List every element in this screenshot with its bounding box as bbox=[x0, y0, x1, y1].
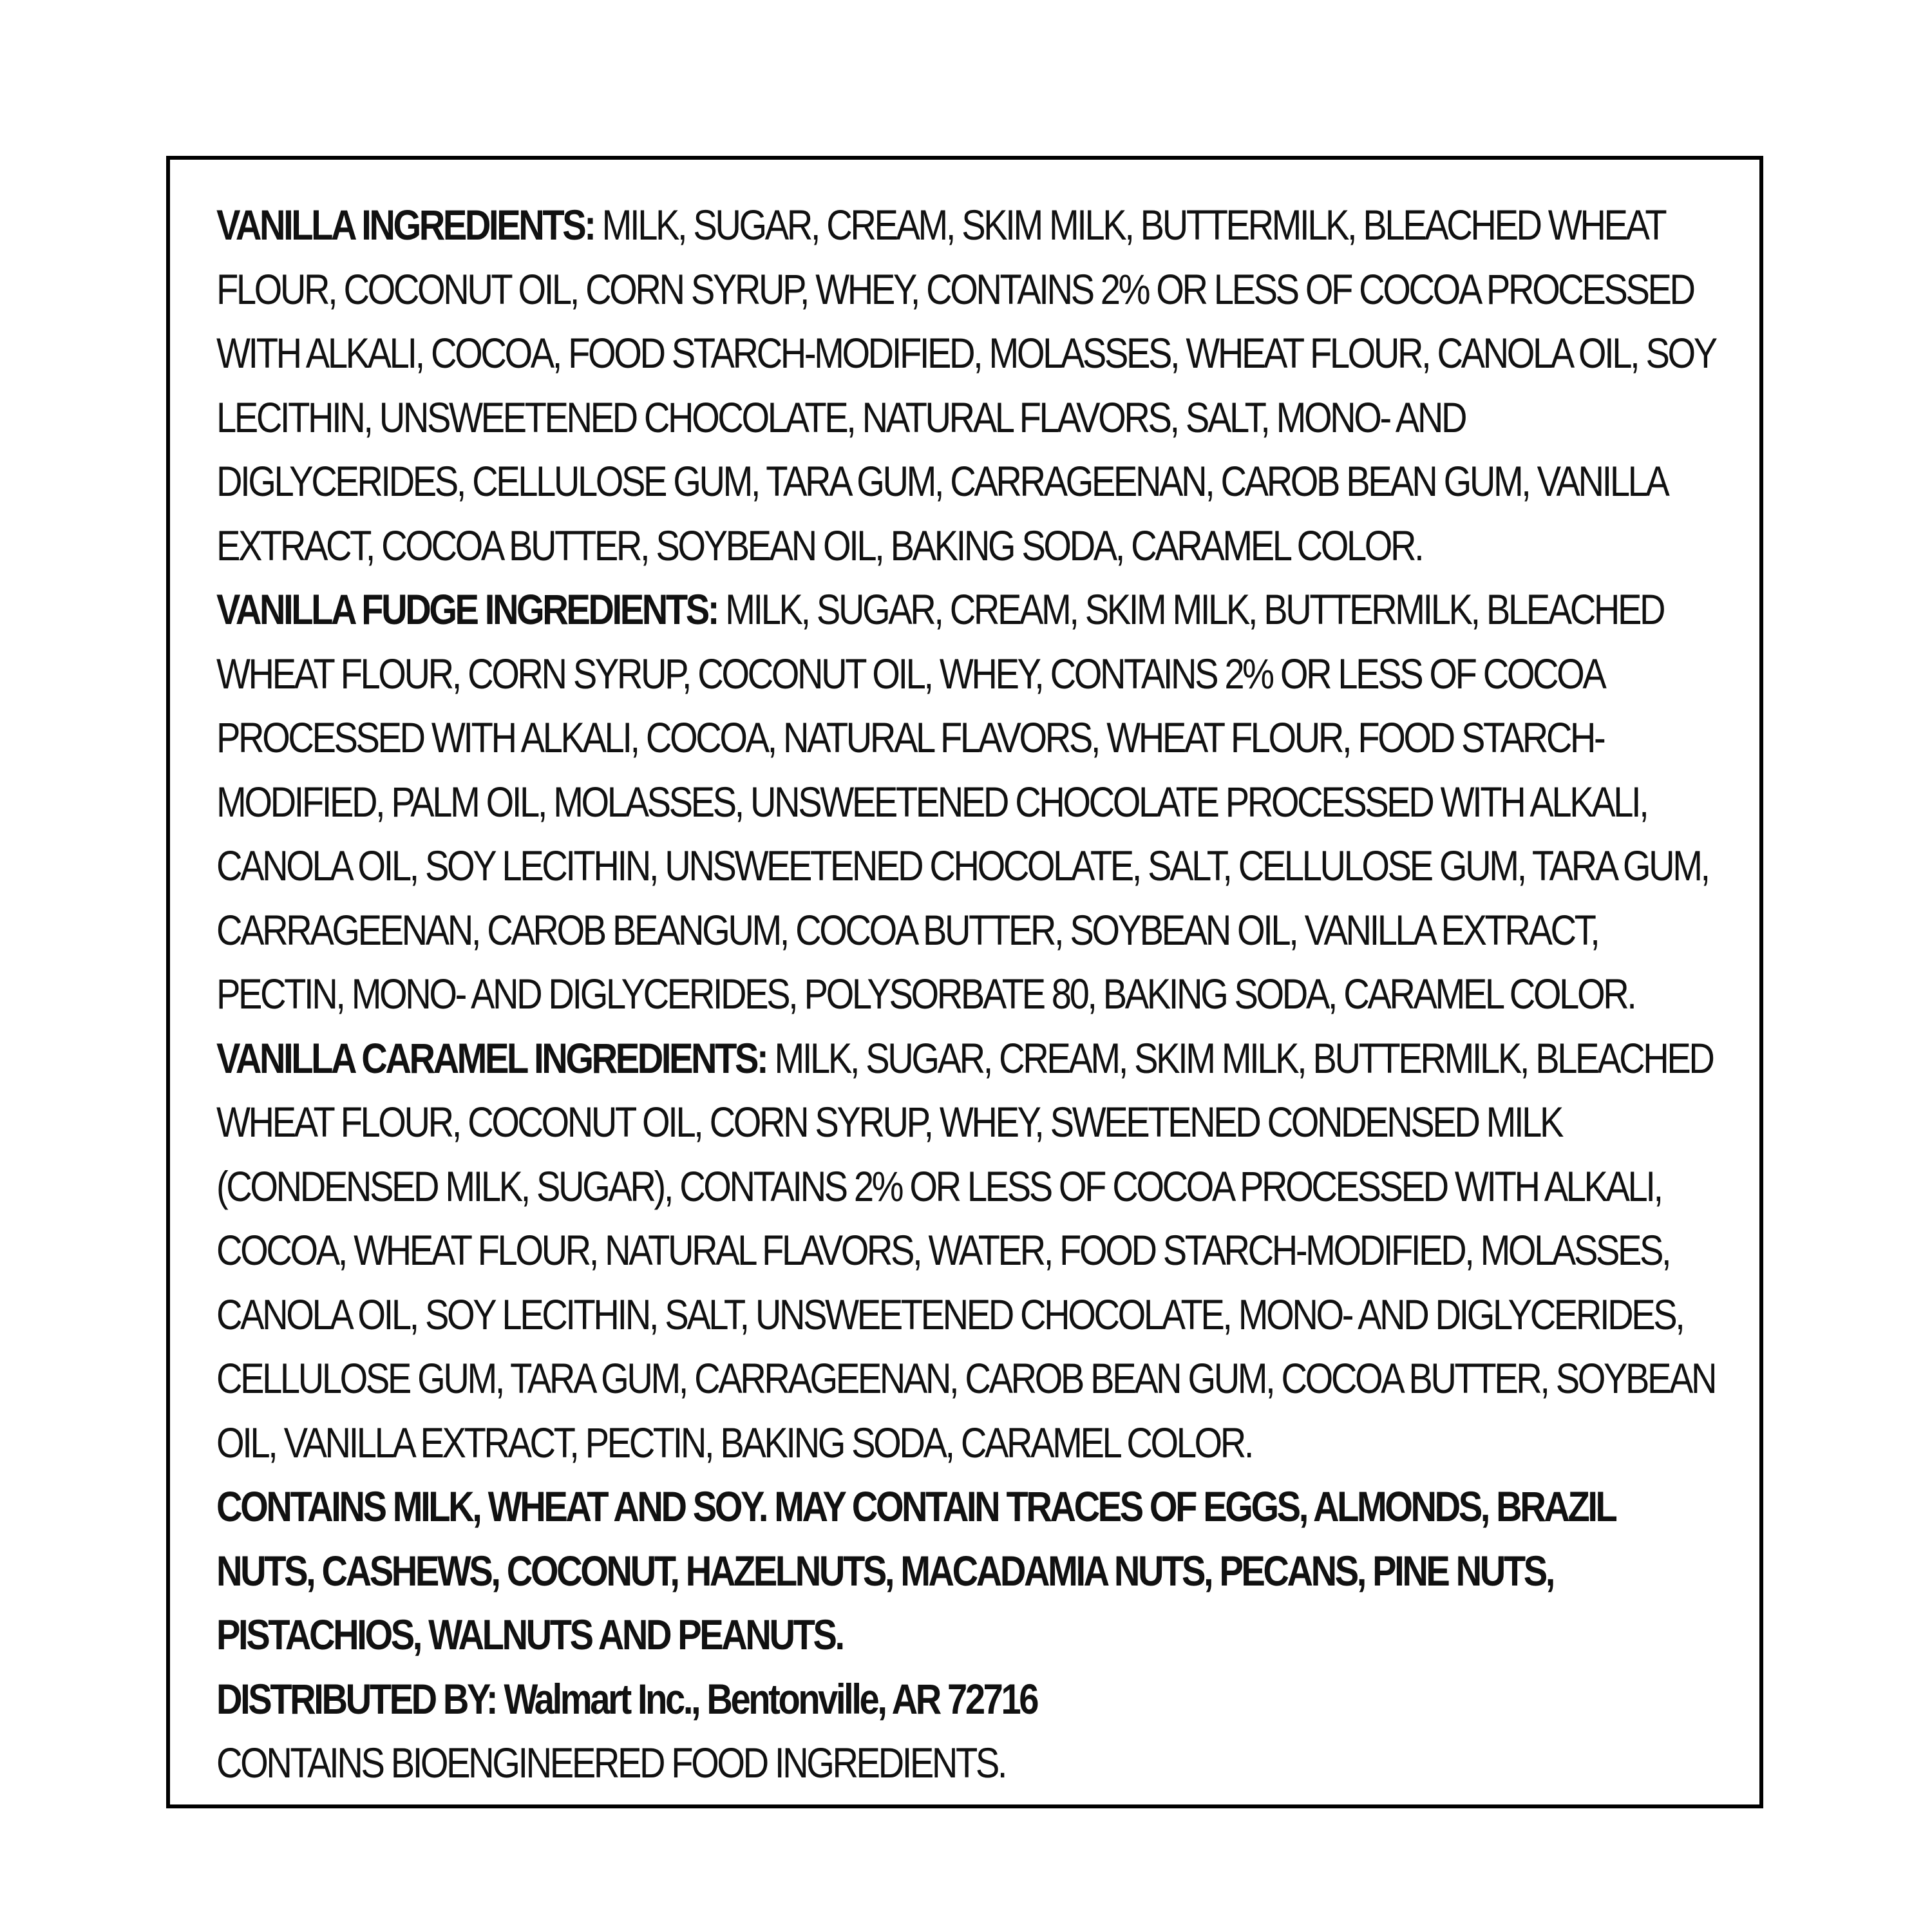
ingredients-label-panel bbox=[166, 156, 1763, 1808]
vanilla-fudge-ingredients-list: MILK, SUGAR, CREAM, SKIM MILK, BUTTERMILK, BLEACHED WHEAT FLOUR, CORN SYRUP, COCONUT OIL, WHEY, CONTAINS 2% OR LESS OF COCOA PROCESSED WITH ALKALI, COCOA, NATURAL FLAVORS, WHEAT FLOUR, FOOD STARCH-MODIFIED, PALM OIL, MOLASSES, UNSWEETENED CHOCOLATE PROCESSED WITH ALKALI, CANOLA OIL, SOY LECITHIN, UNSWEETENED CHOCOLATE, SALT, CELLULOSE GUM, TARA GUM, CARRAGEENAN, CAROB BEANGUM, COCOA BUTTER, SOYBEAN OIL, VANILLA EXTRACT, PECTIN, MONO- AND DIGLYCERIDES, POLYSORBATE 80, BAKING SODA, CARAMEL COLOR. bbox=[216, 585, 1709, 1018]
vanilla-ingredients-list: MILK, SUGAR, CREAM, SKIM MILK, BUTTERMILK, BLEACHED WHEAT FLOUR, COCONUT OIL, CORN SYRUP, WHEY, CONTAINS 2% OR LESS OF COCOA PROCESSED WITH ALKALI, COCOA, FOOD STARCH-MODIFIED, MOLASSES, WHEAT FLOUR, CANOLA OIL, SOY LECITHIN, UNSWEETENED CHOCOLATE, NATURAL FLAVORS, SALT, MONO- AND DIGLYCERIDES, CELLULOSE GUM, TARA GUM, CARRAGEENAN, CAROB BEAN GUM, VANILLA EXTRACT, COCOA BUTTER, SOYBEAN OIL, BAKING SODA, CARAMEL COLOR. bbox=[216, 201, 1715, 569]
vanilla-fudge-ingredients-paragraph bbox=[216, 578, 1716, 1027]
distributor-statement: DISTRIBUTED BY: Walmart Inc., Bentonville, AR 72716 bbox=[216, 1674, 1037, 1723]
vanilla-fudge-ingredients-heading: VANILLA FUDGE INGREDIENTS: bbox=[216, 585, 718, 633]
vanilla-caramel-ingredients-list: MILK, SUGAR, CREAM, SKIM MILK, BUTTERMILK, BLEACHED WHEAT FLOUR, COCONUT OIL, CORN SYRUP, WHEY, SWEETENED CONDENSED MILK (CONDENSED MILK, SUGAR), CONTAINS 2% OR LESS OF COCOA PROCESSED WITH ALKALI, COCOA, WHEAT FLOUR, NATURAL FLAVORS, WATER, FOOD STARCH-MODIFIED, MOLASSES, CANOLA OIL, SOY LECITHIN, SALT, UNSWEETENED CHOCOLATE, MONO- AND DIGLYCERIDES, CELLULOSE GUM, TARA GUM, CARRAGEENAN, CAROB BEAN GUM, COCOA BUTTER, SOYBEAN OIL, VANILLA EXTRACT, PECTIN, BAKING SODA, CARAMEL COLOR. bbox=[216, 1034, 1716, 1466]
allergen-statement: CONTAINS MILK, WHEAT AND SOY. MAY CONTAIN TRACES OF EGGS, ALMONDS, BRAZIL NUTS, CASHEWS, COCONUT, HAZELNUTS, MACADAMIA NUTS, PECANS, PINE NUTS, PISTACHIOS, WALNUTS AND PEANUTS. bbox=[216, 1482, 1615, 1658]
ingredients-text-block bbox=[216, 193, 1716, 1795]
vanilla-caramel-ingredients-heading: VANILLA CARAMEL INGREDIENTS: bbox=[216, 1034, 767, 1082]
vanilla-caramel-ingredients-paragraph bbox=[216, 1027, 1716, 1475]
vanilla-ingredients-paragraph bbox=[216, 193, 1716, 578]
vanilla-ingredients-heading: VANILLA INGREDIENTS: bbox=[216, 201, 594, 249]
bioengineered-statement: CONTAINS BIOENGINEERED FOOD INGREDIENTS. bbox=[216, 1739, 1006, 1786]
